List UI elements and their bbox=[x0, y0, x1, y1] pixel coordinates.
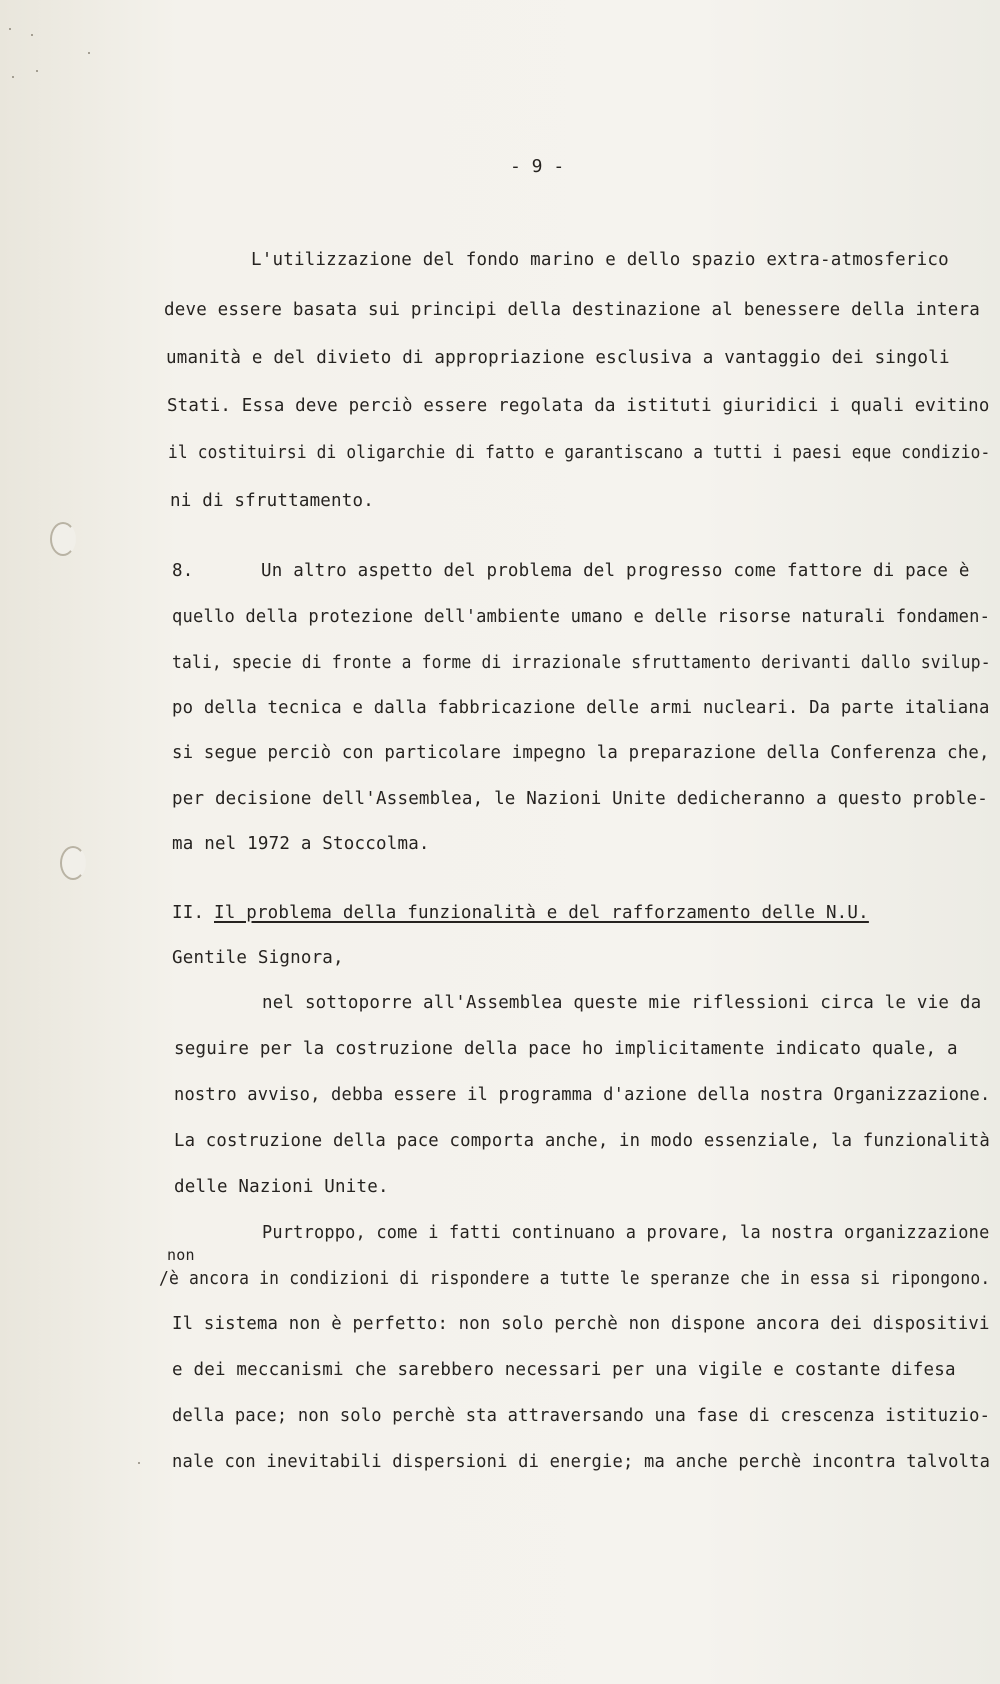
paper-speck bbox=[9, 28, 11, 30]
text-line: seguire per la costruzione della pace ho implicitamente indicato quale, a bbox=[174, 1039, 958, 1059]
text-line: /è ancora in condizioni di rispondere a tutte le speranze che in essa si ripongono. bbox=[159, 1269, 991, 1289]
text-line: ma nel 1972 a Stoccolma. bbox=[172, 834, 430, 854]
paper-speck bbox=[36, 70, 38, 72]
text-line: si segue perciò con particolare impegno la preparazione della Conferenza che, bbox=[172, 743, 990, 763]
section-number: II. bbox=[172, 903, 205, 923]
page-number: - 9 - bbox=[510, 156, 565, 177]
inserted-word: non bbox=[167, 1246, 195, 1264]
text-line: Il sistema non è perfetto: non solo perchè non dispone ancora dei dispositivi bbox=[172, 1314, 990, 1334]
text-line: quello della protezione dell'ambiente umano e delle risorse naturali fondamen- bbox=[172, 607, 991, 627]
text-line: po della tecnica e dalla fabbricazione delle armi nucleari. Da parte italiana bbox=[172, 698, 990, 718]
text-line: L'utilizzazione del fondo marino e dello spazio extra-atmosferico bbox=[251, 250, 949, 270]
text-line: il costituirsi di oligarchie di fatto e garantiscano a tutti i paesi eque condizio- bbox=[168, 443, 991, 463]
text-line: deve essere basata sui principi della destinazione al benessere della intera bbox=[164, 300, 980, 320]
paper-speck bbox=[138, 1462, 140, 1464]
section-heading: Il problema della funzionalità e del rafforzamento delle N.U. bbox=[214, 903, 869, 923]
text-line: La costruzione della pace comporta anche, in modo essenziale, la funzionalità bbox=[174, 1131, 990, 1151]
text-line: delle Nazioni Unite. bbox=[174, 1177, 389, 1197]
text-line: e dei meccanismi che sarebbero necessari per una vigile e costante difesa bbox=[172, 1360, 956, 1380]
text-line: nel sottoporre all'Assemblea queste mie riflessioni circa le vie da bbox=[262, 993, 982, 1013]
text-line: umanità e del divieto di appropriazione esclusiva a vantaggio dei singoli bbox=[166, 348, 950, 368]
text-line: tali, specie di fronte a forme di irrazionale sfruttamento derivanti dallo svilup- bbox=[172, 653, 991, 673]
salutation: Gentile Signora, bbox=[172, 948, 344, 968]
text-line: Stati. Essa deve perciò essere regolata da istituti giuridici i quali evitino bbox=[167, 396, 990, 416]
paper-speck bbox=[12, 76, 14, 78]
paper-speck bbox=[88, 52, 90, 54]
text-line: Purtroppo, come i fatti continuano a provare, la nostra organizzazione bbox=[262, 1223, 990, 1243]
punch-hole-bottom bbox=[60, 846, 86, 880]
text-line: Un altro aspetto del problema del progresso come fattore di pace è bbox=[261, 561, 970, 581]
section-number: 8. bbox=[172, 561, 194, 581]
text-line: ni di sfruttamento. bbox=[170, 491, 374, 511]
text-line: della pace; non solo perchè sta attraversando una fase di crescenza istituzio- bbox=[172, 1406, 991, 1426]
text-line: per decisione dell'Assemblea, le Nazioni Unite dedicheranno a questo proble- bbox=[172, 789, 988, 809]
text-line: nostro avviso, debba essere il programma d'azione della nostra Organizzazione. bbox=[174, 1085, 991, 1105]
text-line: nale con inevitabili dispersioni di energie; ma anche perchè incontra talvolta bbox=[172, 1452, 991, 1472]
paper-speck bbox=[31, 34, 33, 36]
punch-hole-top bbox=[50, 522, 76, 556]
